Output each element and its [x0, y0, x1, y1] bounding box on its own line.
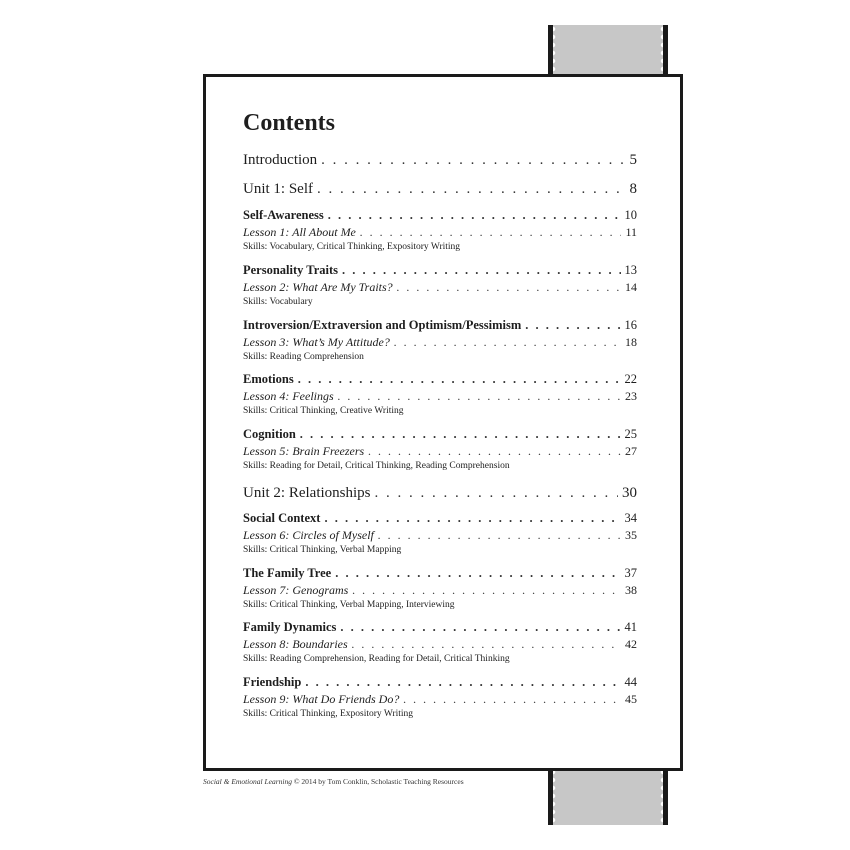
page-tab-bottom [548, 768, 668, 825]
lesson-title: Lesson 2: What Are My Traits? [243, 280, 393, 294]
dot-leader [368, 444, 621, 459]
lesson-page: 38 [625, 583, 637, 597]
page-tab-top [548, 25, 668, 77]
lesson-title: Lesson 3: What’s My Attitude? [243, 335, 390, 349]
page-title: Contents [243, 110, 336, 136]
lesson-title: Lesson 8: Boundaries [243, 637, 348, 651]
lesson-title: Lesson 9: What Do Friends Do? [243, 692, 400, 706]
lesson-title: Lesson 1: All About Me [243, 225, 356, 239]
dot-leader [298, 372, 621, 387]
section-page: 25 [624, 427, 637, 441]
toc-entry-lesson[interactable] [243, 692, 637, 707]
dot-leader [324, 511, 620, 526]
dot-leader [352, 637, 621, 652]
skills-line: Skills: Critical Thinking, Expository Writing [243, 709, 414, 719]
dot-leader [394, 335, 621, 350]
dot-leader [335, 566, 620, 581]
toc-entry-section[interactable] [243, 372, 637, 387]
skills-line: Skills: Vocabulary, Critical Thinking, Expository Writing [243, 242, 461, 252]
section-title: Family Dynamics [243, 620, 337, 634]
toc-entry-section[interactable] [243, 208, 637, 223]
toc-entry-lesson[interactable] [243, 444, 637, 459]
entry-page: 5 [629, 152, 637, 168]
book-title: Social & Emotional Learning [203, 777, 292, 786]
lesson-page: 14 [625, 280, 637, 294]
dot-leader [525, 318, 620, 333]
toc-entry-lesson[interactable] [243, 389, 637, 404]
dot-leader [328, 208, 621, 223]
lesson-page: 35 [625, 528, 637, 542]
dot-leader [378, 528, 621, 543]
lesson-title: Lesson 4: Feelings [243, 389, 334, 403]
skills-line: Skills: Critical Thinking, Verbal Mapping [243, 545, 402, 555]
dot-leader [360, 225, 622, 240]
entry-label: Introduction [243, 152, 318, 168]
section-page: 34 [624, 511, 637, 525]
toc-entry-section[interactable] [243, 620, 637, 635]
lesson-page: 18 [625, 335, 637, 349]
dot-leader [338, 389, 621, 404]
toc-entry-section[interactable] [243, 675, 637, 690]
skills-line: Skills: Critical Thinking, Creative Writing [243, 406, 404, 416]
toc-entry-lesson[interactable] [243, 583, 637, 598]
section-page: 44 [624, 675, 637, 689]
section-page: 37 [624, 566, 637, 580]
toc-entry-section[interactable] [243, 427, 637, 442]
skills-line: Skills: Critical Thinking, Verbal Mapping, Interviewing [243, 600, 455, 610]
section-title: Emotions [243, 372, 294, 386]
toc-entry-unit-2[interactable] [243, 485, 637, 502]
section-page: 22 [624, 372, 637, 386]
dot-leader [317, 181, 626, 198]
toc-entry-lesson[interactable] [243, 637, 637, 652]
copyright-footer [203, 777, 464, 786]
section-page: 13 [624, 263, 637, 277]
dot-leader [300, 427, 621, 442]
dot-leader [342, 263, 620, 278]
entry-label: Unit 2: Relationships [243, 485, 371, 501]
entry-page: 8 [629, 181, 637, 197]
contents-page [203, 74, 683, 771]
toc-entry-lesson[interactable] [243, 225, 637, 240]
copyright-credit: © 2014 by Tom Conklin, Scholastic Teaching Resources [291, 777, 464, 786]
entry-page: 30 [622, 485, 637, 501]
dot-leader [397, 280, 621, 295]
toc-entry-unit-1[interactable] [243, 181, 637, 198]
section-title: Personality Traits [243, 263, 339, 277]
lesson-page: 23 [625, 389, 637, 403]
section-title: Cognition [243, 427, 296, 441]
section-page: 41 [624, 620, 637, 634]
dot-leader [321, 152, 625, 169]
dot-leader [352, 583, 621, 598]
lesson-page: 42 [625, 637, 637, 651]
lesson-title: Lesson 5: Brain Freezers [243, 444, 365, 458]
lesson-title: Lesson 6: Circles of Myself [243, 528, 374, 542]
toc-entry-section[interactable] [243, 318, 637, 333]
lesson-page: 27 [625, 444, 637, 458]
lesson-title: Lesson 7: Genograms [243, 583, 349, 597]
section-title: Self-Awareness [243, 208, 324, 222]
lesson-page: 45 [625, 692, 637, 706]
skills-line: Skills: Reading Comprehension [243, 352, 364, 362]
skills-line: Skills: Reading Comprehension, Reading for Detail, Critical Thinking [243, 654, 510, 664]
toc-entry-lesson[interactable] [243, 335, 637, 350]
dot-leader [403, 692, 621, 707]
dot-leader [340, 620, 620, 635]
skills-line: Skills: Reading for Detail, Critical Thinking, Reading Comprehension [243, 461, 510, 471]
toc-entry-lesson[interactable] [243, 280, 637, 295]
toc-entry-lesson[interactable] [243, 528, 637, 543]
dot-leader [375, 485, 619, 502]
skills-line: Skills: Vocabulary [243, 297, 313, 307]
toc-entry-section[interactable] [243, 263, 637, 278]
section-page: 10 [624, 208, 637, 222]
toc-entry-section[interactable] [243, 566, 637, 581]
section-page: 16 [624, 318, 637, 332]
section-title: Introversion/Extraversion and Optimism/Pessimism [243, 318, 522, 332]
toc-entry-section[interactable] [243, 511, 637, 526]
lesson-page: 11 [625, 225, 637, 239]
section-title: The Family Tree [243, 566, 332, 580]
section-title: Social Context [243, 511, 321, 525]
section-title: Friendship [243, 675, 302, 689]
dot-leader [305, 675, 620, 690]
toc-entry-introduction[interactable] [243, 152, 637, 169]
entry-label: Unit 1: Self [243, 181, 313, 197]
